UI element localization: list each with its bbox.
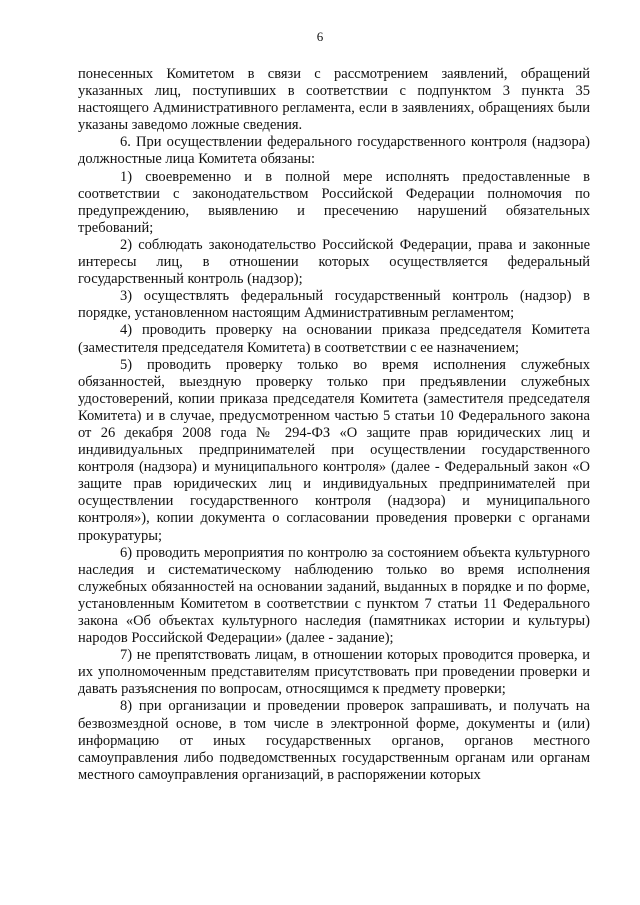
paragraph-item-6: 6. При осуществлении федерального государственного контроля (надзора) должностные лица Комитета обязаны:: [78, 134, 590, 168]
paragraph-subitem-7: 7) не препятствовать лицам, в отношении которых проводится проверка, и их уполномоченным представителям присутствовать при проведении проверки и давать разъяснения по вопросам, относящимся к предмету проверки;: [78, 647, 590, 698]
body-text: [78, 66, 590, 784]
paragraph-continuation: понесенных Комитетом в связи с рассмотрением заявлений, обращений указанных лиц, поступивших в соответствии с подпунктом 3 пункта 35 настоящего Административного регламента, если в заявлениях, обращениях были указаны заведомо ложные сведения.: [78, 66, 590, 134]
paragraph-subitem-3: 3) осуществлять федеральный государственный контроль (надзор) в порядке, установленном настоящим Административным регламентом;: [78, 288, 590, 322]
paragraph-subitem-4: 4) проводить проверку на основании приказа председателя Комитета (заместителя председателя Комитета) в соответствии с ее назначением;: [78, 322, 590, 356]
paragraph-subitem-2: 2) соблюдать законодательство Российской Федерации, права и законные интересы лиц, в отношении которых осуществляется федеральный государственный контроль (надзор);: [78, 236, 590, 288]
paragraph-subitem-1: 1) своевременно и в полной мере исполнять предоставленные в соответствии с законодательством Российской Федерации полномочия по предупреждению, выявлению и пресечению нарушений обязательных требований;: [78, 168, 590, 236]
paragraph-subitem-8: 8) при организации и проведении проверок запрашивать, и получать на безвозмездной основе, в том числе в электронной форме, документы и (или) информацию от иных государственных органов, органов местного самоуправления либо подведомственных государственным органам или органам местного самоуправления организаций, в распоряжении которых: [78, 698, 590, 783]
page-number: 6: [316, 29, 324, 44]
paragraph-subitem-6: 6) проводить мероприятия по контролю за состоянием объекта культурного наследия и систематическому наблюдению только во время исполнения служебных обязанностей на основании заданий, выданных в порядке и по форме, установленным Комитетом в соответствии с пунктом 7 статьи 11 Федерального закона «Об объектах культурного наследия (памятниках истории и культуры) народов Российской Федерации» (далее - задание);: [78, 544, 590, 647]
paragraph-subitem-5: 5) проводить проверку только во время исполнения служебных обязанностей, выездную проверку только при предъявлении служебных удостоверений, копии приказа председателя Комитета (заместителя председателя Комитета) и в случае, предусмотренном частью 5 статьи 10 Федерального закона от 26 декабря 2008 года № 294-ФЗ «О защите прав юридических лиц и индивидуальных предпринимателей при осуществлении государственного контроля (надзора) и муниципального контроля» (далее - Федеральный закон «О защите прав юридических лиц и индивидуальных предпринимателей при осуществлении государственного контроля (надзора) и муниципального контроля»), копии документа о согласовании проведения проверки с органами прокуратуры;: [78, 356, 590, 544]
